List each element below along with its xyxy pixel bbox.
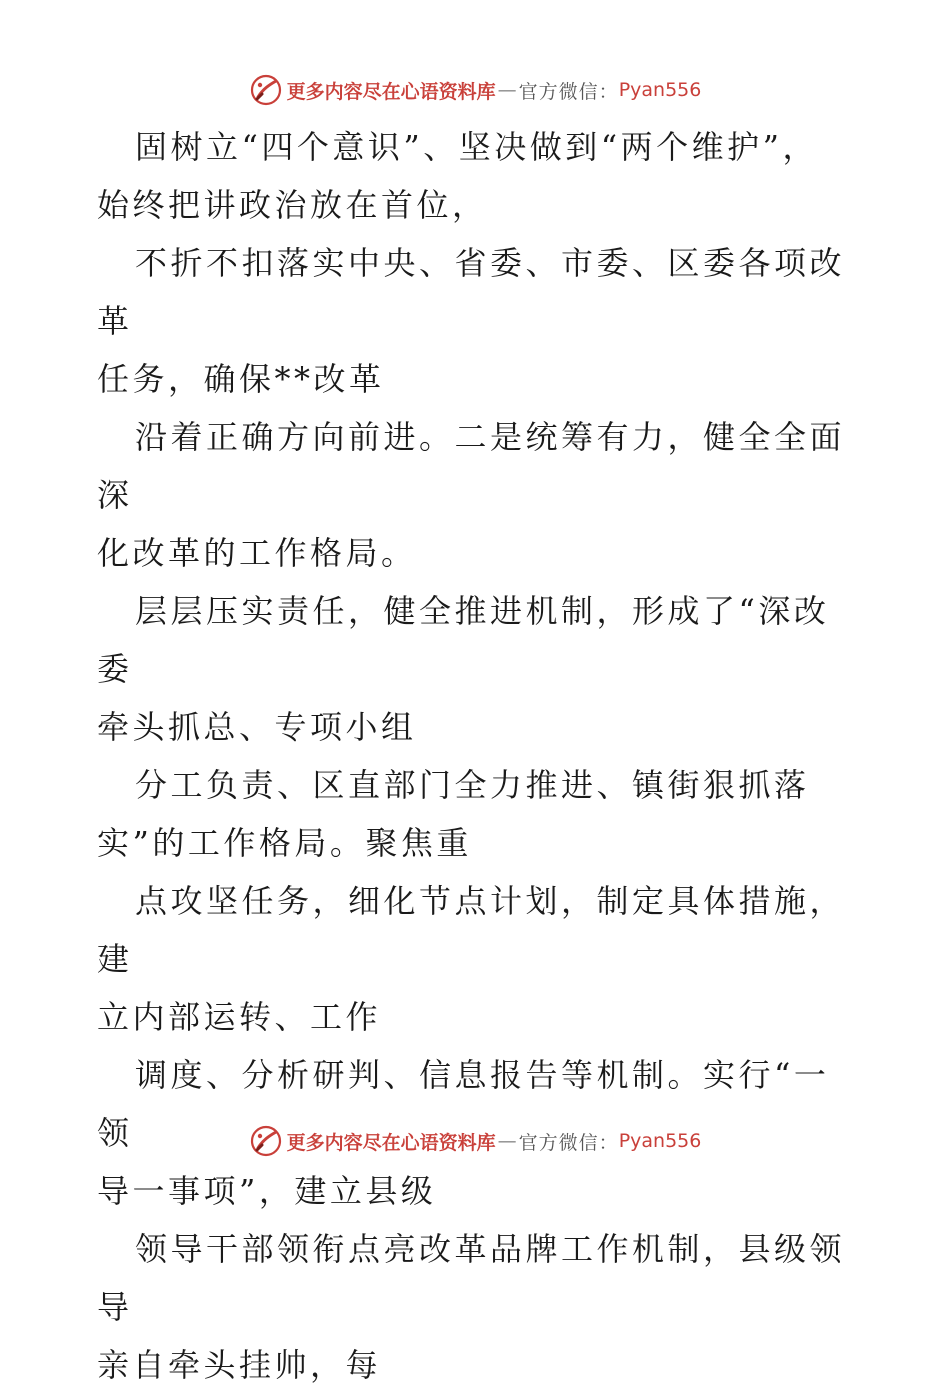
brush-logo-icon (249, 1124, 283, 1158)
paragraph-line: 领导干部领衔点亮改革品牌工作机制，县级领导 (97, 1230, 846, 1326)
paragraph-6 (97, 872, 857, 1046)
paragraph-line: 始终把讲政治放在首位， (97, 186, 488, 224)
banner-wechat-handle: Pyan556 (618, 79, 702, 101)
paragraph-line: 化改革的工作格局。 (97, 534, 417, 572)
paragraph-line: 不折不扣落实中央、省委、市委、区委各项改革 (97, 244, 846, 340)
paragraph-line: 点攻坚任务，细化节点计划，制定具体措施，建 (97, 882, 846, 978)
banner-wechat-handle: Pyan556 (618, 1130, 702, 1152)
banner-wechat-label: 官方微信： (518, 1131, 619, 1154)
paragraph-5 (97, 756, 857, 872)
paragraph-line: 任务，确保**改革 (97, 360, 385, 398)
banner-dash: — (497, 79, 517, 101)
paragraph-4 (97, 582, 857, 756)
header-watermark-banner (0, 70, 950, 110)
brush-logo-icon (249, 73, 283, 107)
paragraph-line: 导一事项”，建立县级 (97, 1172, 437, 1210)
banner-dash: — (497, 1130, 517, 1152)
banner-site-name: 更多内容尽在心语资料库 (286, 1131, 496, 1154)
paragraph-line: 固树立“四个意识”、坚决做到“两个维护”， (135, 128, 818, 166)
paragraph-line: 实”的工作格局。聚焦重 (97, 824, 472, 862)
banner-site-name: 更多内容尽在心语资料库 (286, 80, 496, 103)
paragraph-line: 分工负责、区直部门全力推进、镇街狠抓落 (135, 766, 810, 804)
paragraph-line: 沿着正确方向前进。二是统筹有力，健全全面深 (97, 418, 846, 514)
paragraph-line: 层层压实责任，健全推进机制，形成了“深改委 (97, 592, 830, 688)
paragraph-1 (97, 118, 857, 234)
paragraph-line: 调度、分析研判、信息报告等机制。实行“一领 (97, 1056, 830, 1152)
paragraph-8 (97, 1220, 857, 1394)
paragraph-line: 亲自牵头挂帅，每 (97, 1346, 382, 1384)
paragraph-2 (97, 234, 857, 408)
banner-wechat-label: 官方微信： (518, 80, 619, 103)
footer-watermark-banner (0, 1121, 950, 1161)
paragraph-line: 立内部运转、工作 (97, 998, 382, 1036)
paragraph-line: 牵头抓总、专项小组 (97, 708, 417, 746)
document-body (97, 118, 857, 1394)
paragraph-3 (97, 408, 857, 582)
